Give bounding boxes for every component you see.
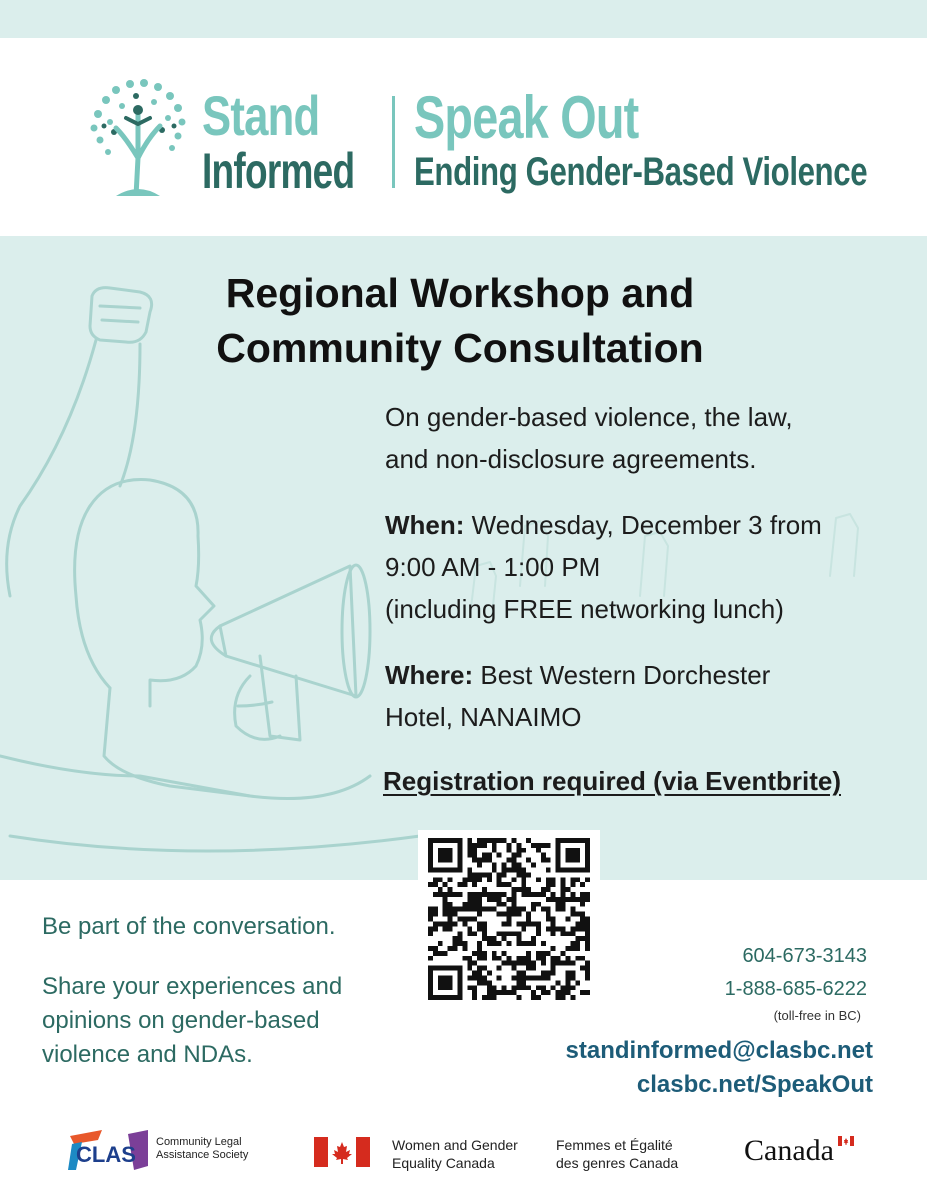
when-label: When: xyxy=(385,510,465,540)
hero-section xyxy=(0,236,927,880)
intro-line-1: On gender-based violence, the law, xyxy=(385,402,793,432)
when-value-line-3: (including FREE networking lunch) xyxy=(385,594,784,624)
wage-fr-line-2: des genres Canada xyxy=(556,1155,679,1171)
canada-wordmark: Canada xyxy=(744,1134,834,1167)
wage-en-line-1: Women and Gender xyxy=(392,1137,518,1153)
event-when xyxy=(385,504,915,630)
footer-tagline: Be part of the conversation. xyxy=(42,913,336,940)
wage-fr-line-1: Femmes et Égalité xyxy=(556,1137,673,1153)
clas-logo-icon xyxy=(68,1126,150,1172)
tagline-speak-out: Speak Out xyxy=(414,84,639,151)
clas-name-line-2: Assistance Society xyxy=(156,1149,249,1161)
clas-name xyxy=(156,1136,276,1162)
canada-flag-icon xyxy=(314,1137,370,1167)
phone-tollfree[interactable]: 1-888-685-6222 xyxy=(724,978,867,1000)
event-intro xyxy=(385,396,915,480)
event-title-line-1: Regional Workshop and xyxy=(225,270,695,316)
wage-english xyxy=(392,1136,552,1172)
tagline-ending-gbv: Ending Gender-Based Violence xyxy=(414,150,868,194)
tollfree-note: (toll-free in BC) xyxy=(773,1008,861,1023)
intro-line-2: and non-disclosure agreements. xyxy=(385,444,757,474)
where-value-line-2: Hotel, NANAIMO xyxy=(385,702,582,732)
brand-informed: Informed xyxy=(202,143,355,199)
brand-divider xyxy=(392,96,395,188)
when-value-line-2: 9:00 AM - 1:00 PM xyxy=(385,552,601,582)
website-link[interactable]: clasbc.net/SpeakOut xyxy=(636,1071,873,1098)
where-label: Where: xyxy=(385,660,474,690)
when-value-line-1: Wednesday, December 3 from xyxy=(471,510,822,540)
canada-wordmark-flag-icon xyxy=(838,1136,854,1146)
brand-stand: Stand xyxy=(202,84,320,147)
qr-code[interactable] xyxy=(418,830,600,1008)
where-value-line-1: Best Western Dorchester xyxy=(480,660,771,690)
top-band xyxy=(0,0,927,38)
registration-link[interactable]: Registration required (via Eventbrite) xyxy=(383,766,841,796)
event-title-line-2: Community Consultation xyxy=(216,325,704,371)
tree-logo-icon xyxy=(86,78,190,196)
wage-french xyxy=(556,1136,716,1172)
phone-local[interactable]: 604-673-3143 xyxy=(742,945,867,967)
event-where xyxy=(385,654,915,738)
event-title xyxy=(120,266,800,376)
email-link[interactable]: standinformed@clasbc.net xyxy=(565,1037,873,1064)
qr-code-icon xyxy=(426,838,592,1000)
wage-en-line-2: Equality Canada xyxy=(392,1155,495,1171)
clas-name-line-1: Community Legal xyxy=(156,1136,242,1148)
footer-share-text: Share your experiences and opinions on gender-based violence and NDAs. xyxy=(42,973,343,1068)
clas-acronym: CLAS xyxy=(76,1142,136,1167)
